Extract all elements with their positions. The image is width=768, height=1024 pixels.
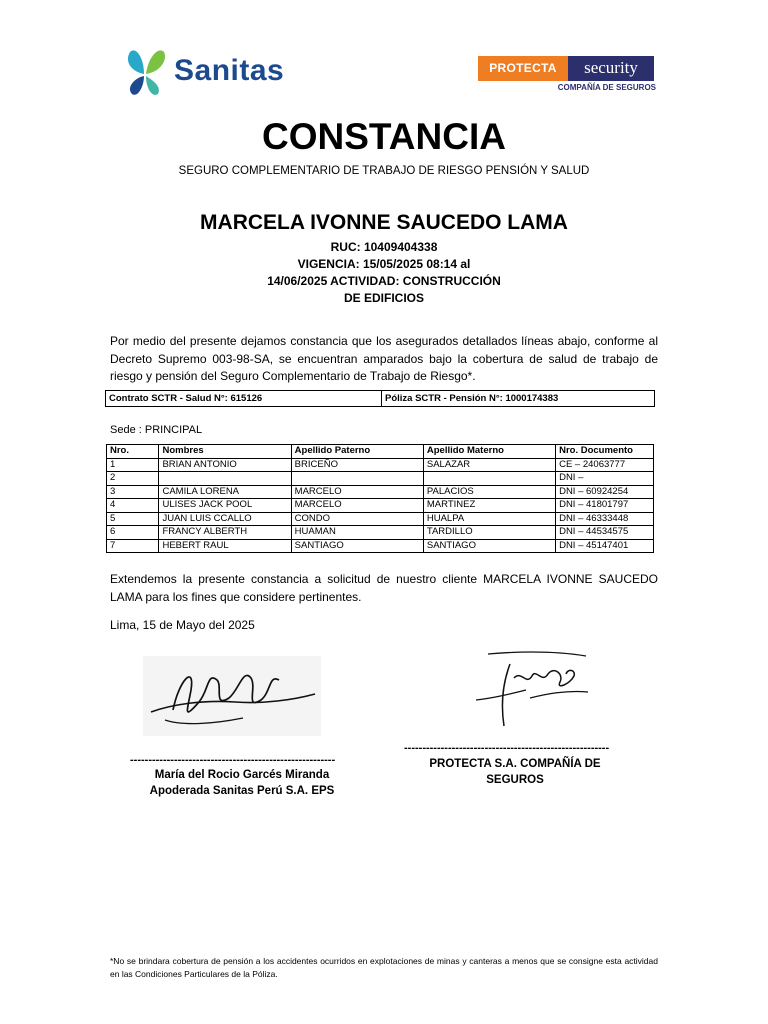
contract-pension: Póliza SCTR - Pensión N°: 1000174383 [385, 393, 559, 404]
contract-box [105, 390, 655, 407]
contract-salud: Contrato SCTR - Salud N°: 615126 [106, 391, 382, 406]
footnote: *No se brindara cobertura de pensión a los accidentes ocurridos en explotaciones de minas y canteras a menos que se consigne esta actividad en las Condiciones Particulares de la Póliza. [110, 956, 658, 979]
cell-apellido-materno: SANTIAGO [423, 539, 555, 553]
cell-nro: 4 [107, 499, 159, 513]
insured-ruc: RUC: 10409404338 [330, 240, 438, 254]
cell-nro: 5 [107, 512, 159, 526]
header-apellido-materno: Apellido Materno [423, 445, 555, 459]
table-row [107, 485, 654, 499]
table-row [107, 472, 654, 486]
document-subtitle: SEGURO COMPLEMENTARIO DE TRABAJO DE RIESGO PENSIÓN Y SALUD [178, 165, 590, 177]
right-signature-image [470, 650, 596, 730]
cell-nombres: FRANCY ALBERTH [159, 526, 291, 540]
sanitas-wordmark: Sanitas [174, 54, 285, 87]
table-row [107, 512, 654, 526]
cell-apellido-paterno: MARCELO [291, 485, 423, 499]
cell-nombres: BRIAN ANTONIO [159, 458, 291, 472]
table-row [107, 526, 654, 540]
place-date: Lima, 15 de Mayo del 2025 [110, 618, 255, 632]
vigencia-line-1: VIGENCIA: 15/05/2025 08:14 al [297, 257, 471, 271]
table-row [107, 458, 654, 472]
cell-apellido-paterno: MARCELO [291, 499, 423, 513]
document-title: CONSTANCIA [262, 116, 506, 157]
cell-documento: CE – 24063777 [556, 458, 654, 472]
header-nro: Nro. [107, 445, 159, 459]
header-nro-documento: Nro. Documento [556, 445, 654, 459]
protecta-label: PROTECTA [478, 56, 568, 81]
insured-name: MARCELA IVONNE SAUCEDO LAMA [200, 211, 568, 234]
cell-nro: 3 [107, 485, 159, 499]
cell-nro: 2 [107, 472, 159, 486]
protecta-tagline: COMPAÑÍA DE SEGUROS [557, 83, 656, 92]
cell-apellido-materno: HUALPA [423, 512, 555, 526]
sanitas-butterfly-icon [122, 44, 172, 100]
security-label: security [568, 56, 654, 81]
cell-apellido-materno [423, 472, 555, 486]
cell-documento: DNI – 44534575 [556, 526, 654, 540]
left-signer-name: María del Rocio Garcés Miranda [154, 769, 330, 781]
sanitas-logo [122, 44, 292, 100]
cell-apellido-paterno: BRICEÑO [291, 458, 423, 472]
cell-apellido-paterno: HUAMAN [291, 526, 423, 540]
left-signer-title: Apoderada Sanitas Perú S.A. EPS [149, 785, 335, 797]
table-row [107, 499, 654, 513]
cell-apellido-materno: PALACIOS [423, 485, 555, 499]
closing-paragraph: Extendemos la presente constancia a solicitud de nuestro cliente MARCELA IVONNE SAUCEDO LAMA para los fines que considere pertinentes. [110, 572, 658, 604]
cell-nro: 7 [107, 539, 159, 553]
table-header-row [107, 445, 654, 459]
cell-documento: DNI – 45147401 [556, 539, 654, 553]
cell-nro: 1 [107, 458, 159, 472]
cell-nro: 6 [107, 526, 159, 540]
cell-nombres: CAMILA LORENA [159, 485, 291, 499]
cell-apellido-paterno: SANTIAGO [291, 539, 423, 553]
cell-apellido-materno: SALAZAR [423, 458, 555, 472]
intro-paragraph: Por medio del presente dejamos constancia que los asegurados detallados líneas abajo, conforme al Decreto Supremo 003-98-SA, se encuentran amparados bajo la cobertura de salud de trabajo de riesgo y pensión del Seguro Complementario de Trabajo de Riesgo*. [110, 334, 658, 383]
sede-label: Sede : PRINCIPAL [110, 424, 203, 436]
table-row [107, 539, 654, 553]
header-apellido-paterno: Apellido Paterno [291, 445, 423, 459]
right-signature-line: -------------------------------------------------------- [404, 742, 610, 754]
cell-apellido-materno: TARDILLO [423, 526, 555, 540]
insured-workers-table [106, 444, 654, 553]
cell-documento: DNI – 41801797 [556, 499, 654, 513]
protecta-security-logo [478, 56, 656, 96]
cell-nombres: HEBERT RAUL [159, 539, 291, 553]
left-signature-image [143, 650, 321, 736]
cell-apellido-paterno [291, 472, 423, 486]
vigencia-line-3: DE EDIFICIOS [343, 291, 424, 305]
cell-documento: DNI – [556, 472, 654, 486]
vigencia-line-2: 14/06/2025 ACTIVIDAD: CONSTRUCCIÓN [267, 274, 501, 288]
cell-apellido-paterno: CONDO [291, 512, 423, 526]
cell-apellido-materno: MARTINEZ [423, 499, 555, 513]
cell-nombres: JUAN LUIS CCALLO [159, 512, 291, 526]
cell-documento: DNI – 60924254 [556, 485, 654, 499]
header-nombres: Nombres [159, 445, 291, 459]
cell-documento: DNI – 46333448 [556, 512, 654, 526]
right-signer-name: PROTECTA S.A. COMPAÑÍA DE SEGUROS [429, 758, 601, 786]
left-signature-line: -------------------------------------------------------- [130, 754, 336, 766]
cell-nombres: ULISES JACK POOL [159, 499, 291, 513]
cell-nombres [159, 472, 291, 486]
